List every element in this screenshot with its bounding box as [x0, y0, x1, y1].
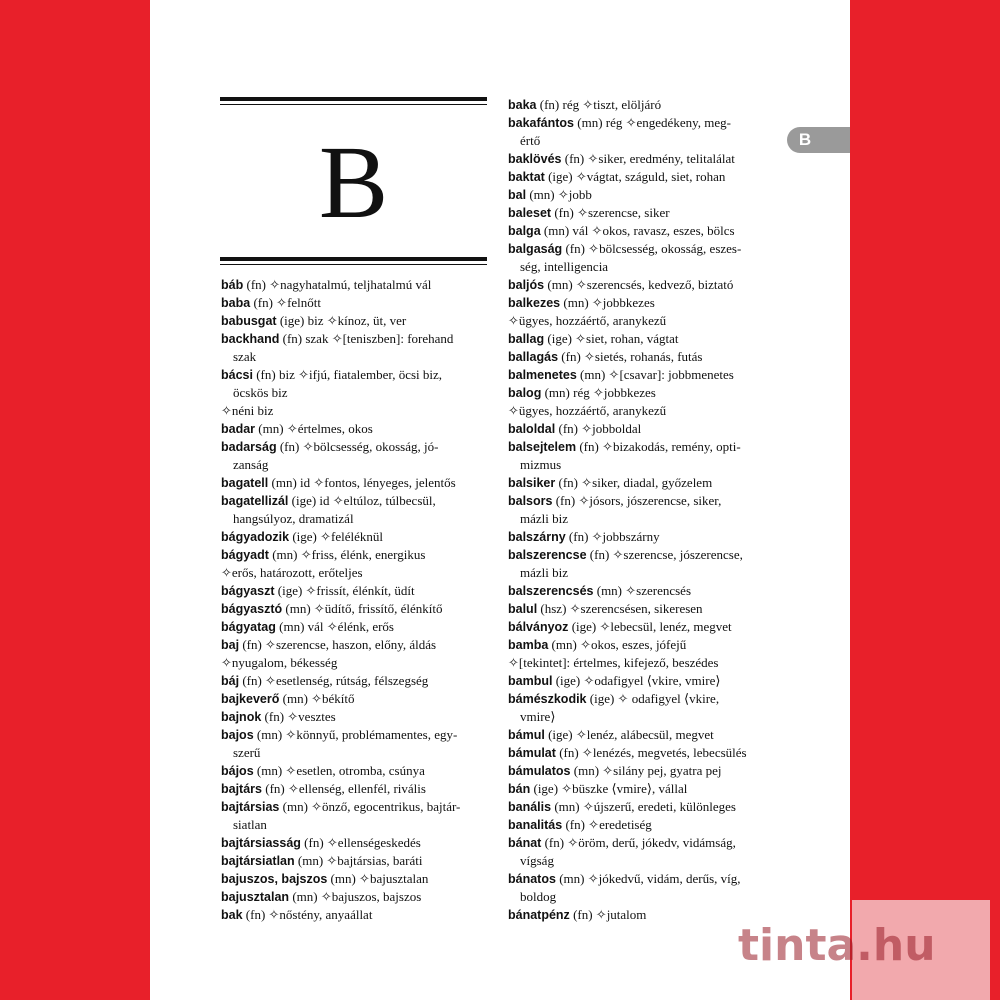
- entry-line: bájos (mn) ✧esetlen, otromba, csúnya: [221, 763, 425, 778]
- entry-line: ✧nyugalom, békesség: [221, 655, 338, 670]
- headword: bámul: [508, 728, 545, 742]
- headword: bámulatos: [508, 764, 571, 778]
- entry-line: babusgat (ige) biz ✧kínoz, üt, ver: [221, 313, 407, 328]
- headword: bán: [508, 782, 531, 796]
- entry-line: ✧ügyes, hozzáértő, aranykezű: [508, 403, 667, 418]
- entry-line: bágyaszt (ige) ✧frissít, élénkít, üdít: [221, 583, 415, 598]
- headword: baljós: [508, 278, 545, 292]
- headword: bámulat: [508, 746, 556, 760]
- tab-letter: B: [795, 130, 815, 150]
- entry-line: baklövés (fn) ✧siker, eredmény, telitalálat: [508, 151, 735, 166]
- entry-line: bánatos (mn) ✧jókedvű, vidám, derűs, víg,: [508, 871, 741, 886]
- top-rule-thin: [220, 104, 487, 105]
- headword: bajtárs: [221, 782, 262, 796]
- entry-line: bal (mn) ✧jobb: [508, 187, 592, 202]
- headword: bal: [508, 188, 527, 202]
- entry-line: bajtárs (fn) ✧ellenség, ellenfél, rivális: [221, 781, 426, 796]
- entry-line: balszerencsés (mn) ✧szerencsés: [508, 583, 692, 598]
- entry-line: hangsúlyoz, dramatizál: [233, 511, 354, 526]
- headword: ballagás: [508, 350, 559, 364]
- headword: banalitás: [508, 818, 563, 832]
- headword: balul: [508, 602, 538, 616]
- entry-line: bajos (mn) ✧könnyű, problémamentes, egy-: [221, 727, 458, 742]
- entry-line: vmire⟩: [520, 709, 556, 724]
- headword: backhand: [221, 332, 280, 346]
- entry-line: baloldal (fn) ✧jobboldal: [508, 421, 642, 436]
- entry-line: bagatell (mn) id ✧fontos, lényeges, jelentős: [221, 475, 456, 490]
- entry-line: bagatellizál (ige) id ✧eltúloz, túlbecsül,: [221, 493, 436, 508]
- headword: baklövés: [508, 152, 562, 166]
- entry-line: bálványoz (ige) ✧lebecsül, lenéz, megvet: [508, 619, 732, 634]
- section-letter: B: [318, 125, 389, 240]
- entry-line: ballagás (fn) ✧sietés, rohanás, futás: [508, 349, 703, 364]
- entry-line: bágyadozik (ige) ✧feléléknül: [221, 529, 383, 544]
- entry-line: balszárny (fn) ✧jobbszárny: [508, 529, 660, 544]
- entry-line: mizmus: [520, 457, 562, 472]
- entry-line: bágyatag (mn) vál ✧élénk, erős: [221, 619, 394, 634]
- headword: baba: [221, 296, 251, 310]
- headword: balsejtelem: [508, 440, 577, 454]
- bottom-rule-thick: [220, 257, 487, 261]
- headword: balszárny: [508, 530, 566, 544]
- headword: baka: [508, 98, 537, 112]
- headword: ballag: [508, 332, 545, 346]
- entry-line: bácsi (fn) biz ✧ifjú, fiatalember, öcsi biz,: [221, 367, 443, 382]
- entry-line: ballag (ige) ✧siet, rohan, vágtat: [508, 331, 679, 346]
- entry-line: balszerencse (fn) ✧szerencse, jószerencse,: [508, 547, 743, 562]
- headword: bálványoz: [508, 620, 569, 634]
- headword: bájos: [221, 764, 254, 778]
- headword: bágyatag: [221, 620, 276, 634]
- entry-line: báj (fn) ✧esetlenség, rútság, félszegség: [221, 673, 429, 688]
- headword: balsiker: [508, 476, 556, 490]
- entry-line: bamba (mn) ✧okos, eszes, jófejű: [508, 637, 687, 652]
- headword: bánat: [508, 836, 542, 850]
- entry-line: baj (fn) ✧szerencse, haszon, előny, áldás: [221, 637, 437, 652]
- headword: badarság: [221, 440, 277, 454]
- entry-line: bajuszos, bajszos (mn) ✧bajusztalan: [221, 871, 429, 886]
- headword: báj: [221, 674, 240, 688]
- headword: bágyasztó: [221, 602, 283, 616]
- bottom-rule-thin: [220, 264, 487, 265]
- entry-line: bajnok (fn) ✧vesztes: [221, 709, 336, 724]
- entry-line: bak (fn) ✧nőstény, anyaállat: [221, 907, 373, 922]
- headword: bagatell: [221, 476, 269, 490]
- entry-line: baka (fn) rég ✧tiszt, elöljáró: [508, 97, 662, 112]
- entry-line: szak: [233, 349, 257, 364]
- headword: bajos: [221, 728, 254, 742]
- entry-line: badar (mn) ✧értelmes, okos: [221, 421, 373, 436]
- entry-line: bajusztalan (mn) ✧bajuszos, bajszos: [221, 889, 422, 904]
- entry-line: bánatpénz (fn) ✧jutalom: [508, 907, 647, 922]
- entry-line: bakafántos (mn) rég ✧engedékeny, meg-: [508, 115, 731, 130]
- entry-line: balga (mn) vál ✧okos, ravasz, eszes, bölcs: [508, 223, 735, 238]
- headword: baleset: [508, 206, 552, 220]
- top-rule-thick: [220, 97, 487, 101]
- headword: bánatos: [508, 872, 556, 886]
- headword: bámészkodik: [508, 692, 587, 706]
- entry-line: szerű: [233, 745, 261, 760]
- headword: bágyadozik: [221, 530, 290, 544]
- entry-line: baktat (ige) ✧vágtat, száguld, siet, rohan: [508, 169, 726, 184]
- headword: baktat: [508, 170, 545, 184]
- watermark-logo: tinta.hu: [738, 920, 936, 971]
- entry-line: siatlan: [233, 817, 267, 832]
- headword: bajtársias: [221, 800, 280, 814]
- headword: balga: [508, 224, 541, 238]
- entry-line: balul (hsz) ✧szerencsésen, sikeresen: [508, 601, 703, 616]
- entry-line: banális (mn) ✧újszerű, eredeti, különleges: [508, 799, 736, 814]
- entry-line: bambul (ige) ✧odafigyel ⟨vkire, vmire⟩: [508, 673, 721, 688]
- headword: baloldal: [508, 422, 556, 436]
- headword: bamba: [508, 638, 549, 652]
- headword: bajuszos, bajszos: [221, 872, 328, 886]
- entry-line: baba (fn) ✧felnőtt: [221, 295, 322, 310]
- headword: balszerencse: [508, 548, 587, 562]
- left-red-band: [0, 0, 150, 1000]
- entry-line: bámulat (fn) ✧lenézés, megvetés, lebecsülés: [508, 745, 747, 760]
- entry-line: bajkeverő (mn) ✧békítő: [221, 691, 355, 706]
- entry-line: ség, intelligencia: [520, 259, 609, 274]
- headword: balkezes: [508, 296, 561, 310]
- headword: bánatpénz: [508, 908, 570, 922]
- left-column: [221, 276, 489, 924]
- right-column: [508, 96, 776, 924]
- headword: bajnok: [221, 710, 262, 724]
- headword: bambul: [508, 674, 553, 688]
- entry-line: mázli biz: [520, 511, 569, 526]
- entry-line: bán (ige) ✧büszke ⟨vmire⟩, vállal: [508, 781, 688, 796]
- section-tab[interactable]: [787, 127, 850, 153]
- headword: bakafántos: [508, 116, 574, 130]
- entry-line: értő: [520, 133, 541, 148]
- entry-line: bajtársiasság (fn) ✧ellenségeskedés: [221, 835, 421, 850]
- entry-line: boldog: [520, 889, 557, 904]
- entry-line: bámul (ige) ✧lenéz, alábecsül, megvet: [508, 727, 714, 742]
- entry-line: baleset (fn) ✧szerencse, siker: [508, 205, 670, 220]
- headword: bajkeverő: [221, 692, 280, 706]
- headword: bajusztalan: [221, 890, 290, 904]
- headword: bak: [221, 908, 243, 922]
- entry-line: ✧néni biz: [221, 403, 274, 418]
- right-red-band: [850, 0, 1000, 1000]
- entry-line: öcskös biz: [233, 385, 288, 400]
- entry-line: balsiker (fn) ✧siker, diadal, győzelem: [508, 475, 713, 490]
- entry-line: balsors (fn) ✧jósors, jószerencse, siker,: [508, 493, 722, 508]
- headword: bácsi: [221, 368, 253, 382]
- headword: balgaság: [508, 242, 563, 256]
- entry-line: balgaság (fn) ✧bölcsesség, okosság, eszes-: [508, 241, 742, 256]
- entry-line: baljós (mn) ✧szerencsés, kedvező, biztató: [508, 277, 734, 292]
- headword: balog: [508, 386, 542, 400]
- headword: balmenetes: [508, 368, 577, 382]
- headword: bagatellizál: [221, 494, 289, 508]
- entry-line: zanság: [233, 457, 269, 472]
- headword: banális: [508, 800, 552, 814]
- headword: balszerencsés: [508, 584, 594, 598]
- entry-line: balsejtelem (fn) ✧bizakodás, remény, opti-: [508, 439, 741, 454]
- entry-line: bajtársiatlan (mn) ✧bajtársias, baráti: [221, 853, 423, 868]
- entry-line: vígság: [520, 853, 554, 868]
- entry-line: bámulatos (mn) ✧silány pej, gyatra pej: [508, 763, 722, 778]
- headword: balsors: [508, 494, 553, 508]
- headword: bágyaszt: [221, 584, 275, 598]
- entry-line: balog (mn) rég ✧jobbkezes: [508, 385, 656, 400]
- entry-line: bánat (fn) ✧öröm, derű, jókedv, vidámság,: [508, 835, 736, 850]
- entry-line: ✧ügyes, hozzáértő, aranykezű: [508, 313, 667, 328]
- entry-line: backhand (fn) szak ✧[teniszben]: forehand: [221, 331, 454, 346]
- headword: baj: [221, 638, 240, 652]
- entry-line: ✧[tekintet]: értelmes, kifejező, beszédes: [508, 655, 719, 670]
- headword: babusgat: [221, 314, 277, 328]
- entry-line: ✧erős, határozott, erőteljes: [221, 565, 363, 580]
- headword: bajtársiasság: [221, 836, 301, 850]
- entry-line: balkezes (mn) ✧jobbkezes: [508, 295, 655, 310]
- headword: badar: [221, 422, 256, 436]
- entry-line: mázli biz: [520, 565, 569, 580]
- entry-line: balmenetes (mn) ✧[csavar]: jobbmenetes: [508, 367, 734, 382]
- entry-line: bágyasztó (mn) ✧üdítő, frissítő, élénkítő: [221, 601, 443, 616]
- headword: bajtársiatlan: [221, 854, 295, 868]
- headword: bágyadt: [221, 548, 269, 562]
- entry-line: bámészkodik (ige) ✧ odafigyel ⟨vkire,: [508, 691, 720, 706]
- headword: báb: [221, 278, 244, 292]
- entry-line: bajtársias (mn) ✧önző, egocentrikus, bajtár-: [221, 799, 461, 814]
- entry-line: badarság (fn) ✧bölcsesség, okosság, jó-: [221, 439, 439, 454]
- entry-line: báb (fn) ✧nagyhatalmú, teljhatalmú vál: [221, 277, 432, 292]
- entry-line: banalitás (fn) ✧eredetiség: [508, 817, 652, 832]
- entry-line: bágyadt (mn) ✧friss, élénk, energikus: [221, 547, 426, 562]
